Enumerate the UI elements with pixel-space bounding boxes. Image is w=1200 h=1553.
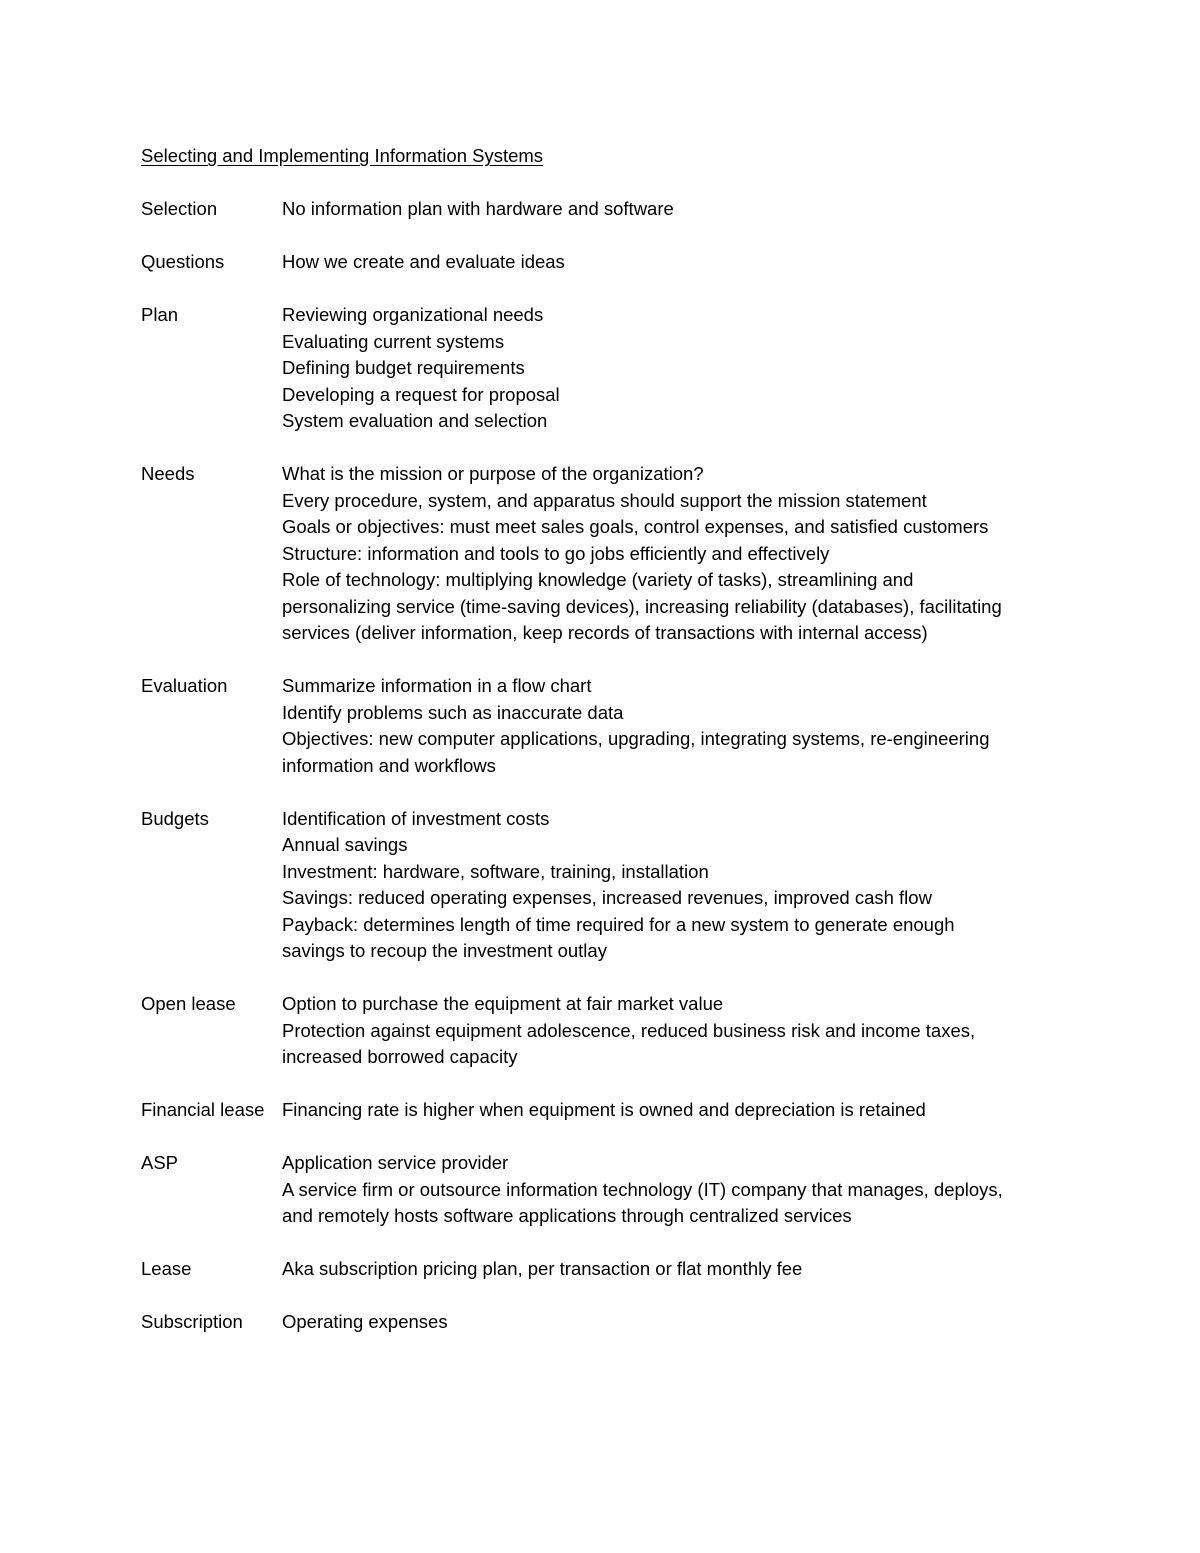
entry-description: [282, 806, 1101, 965]
description-line: Evaluating current systems: [282, 330, 505, 352]
description-line: services (deliver information, keep records of transactions with internal access): [282, 622, 928, 643]
description-line: Option to purchase the equipment at fair market value: [282, 993, 724, 1014]
entry-term: Budgets: [141, 807, 209, 829]
description-line: Role of technology: multiplying knowledge (variety of tasks), streamlining and: [282, 569, 914, 590]
description-line: Protection against equipment adolescence, reduced business risk and income taxes,: [282, 1019, 976, 1041]
description-line: How we create and evaluate ideas: [282, 251, 565, 272]
definition-entry: [141, 806, 1101, 965]
description-line: Application service provider: [282, 1152, 509, 1173]
description-line: No information plan with hardware and software: [282, 198, 674, 219]
entry-description: [282, 196, 1101, 223]
definition-entry: [141, 196, 1101, 223]
description-line: Defining budget requirements: [282, 357, 525, 378]
description-line: Operating expenses: [282, 1311, 448, 1332]
description-line: Identification of investment costs: [282, 807, 550, 829]
entry-description: [282, 302, 1101, 435]
description-line: Savings: reduced operating expenses, increased revenues, improved cash flow: [282, 887, 932, 908]
entry-description: [282, 249, 1101, 276]
description-line: and remotely hosts software applications through centralized services: [282, 1205, 852, 1226]
definition-entry: [141, 1097, 1101, 1124]
entry-term: ASP: [141, 1152, 179, 1173]
definition-entry: [141, 1309, 1101, 1336]
description-line: Structure: information and tools to go jobs efficiently and effectively: [282, 542, 830, 564]
description-line: Aka subscription pricing plan, per transaction or flat monthly fee: [282, 1258, 803, 1279]
entry-term: Plan: [141, 304, 179, 325]
entry-term: Needs: [141, 463, 195, 484]
definition-entry: [141, 991, 1101, 1071]
description-line: information and workflows: [282, 754, 496, 776]
description-line: Summarize information in a flow chart: [282, 675, 592, 696]
definition-entry: [141, 1150, 1101, 1230]
document-content: [141, 143, 1101, 1362]
description-line: savings to recoup the investment outlay: [282, 940, 607, 961]
description-line: Every procedure, system, and apparatus should support the mission statement: [282, 489, 927, 511]
definition-entry: [141, 673, 1101, 779]
definition-entry: [141, 249, 1101, 276]
entry-term: Subscription: [141, 1311, 243, 1332]
description-line: A service firm or outsource information technology (IT) company that manages, deploys,: [282, 1178, 1003, 1200]
definition-list: [141, 196, 1101, 1336]
description-line: Reviewing organizational needs: [282, 304, 544, 325]
entry-description: [282, 461, 1101, 647]
description-line: Developing a request for proposal: [282, 383, 560, 405]
document-title: Selecting and Implementing Information Systems: [141, 145, 544, 166]
description-line: increased borrowed capacity: [282, 1046, 518, 1067]
description-line: Payback: determines length of time required for a new system to generate enough: [282, 913, 955, 935]
entry-term: Evaluation: [141, 675, 228, 696]
entry-term: Financial lease: [141, 1099, 265, 1120]
definition-entry: [141, 1256, 1101, 1283]
definition-entry: [141, 461, 1101, 647]
description-line: Objectives: new computer applications, upgrading, integrating systems, re-engineering: [282, 728, 990, 749]
description-line: System evaluation and selection: [282, 410, 548, 431]
entry-description: [282, 1150, 1101, 1230]
entry-term: Open lease: [141, 993, 236, 1014]
definition-entry: [141, 302, 1101, 435]
description-line: What is the mission or purpose of the organization?: [282, 463, 704, 484]
description-line: Investment: hardware, software, training, installation: [282, 860, 709, 882]
entry-description: [282, 673, 1101, 779]
description-line: Financing rate is higher when equipment is owned and depreciation is retained: [282, 1099, 926, 1120]
description-line: Annual savings: [282, 834, 408, 855]
description-line: Goals or objectives: must meet sales goals, control expenses, and satisfied customers: [282, 516, 989, 537]
entry-term: Selection: [141, 198, 218, 219]
description-line: personalizing service (time-saving devices), increasing reliability (databases), facilitating: [282, 595, 1002, 617]
entry-description: [282, 1256, 1101, 1283]
entry-term: Questions: [141, 251, 225, 272]
description-line: Identify problems such as inaccurate data: [282, 701, 624, 723]
entry-description: [282, 1309, 1101, 1336]
entry-description: [282, 991, 1101, 1071]
entry-description: [282, 1097, 1101, 1124]
entry-term: Lease: [141, 1258, 192, 1279]
